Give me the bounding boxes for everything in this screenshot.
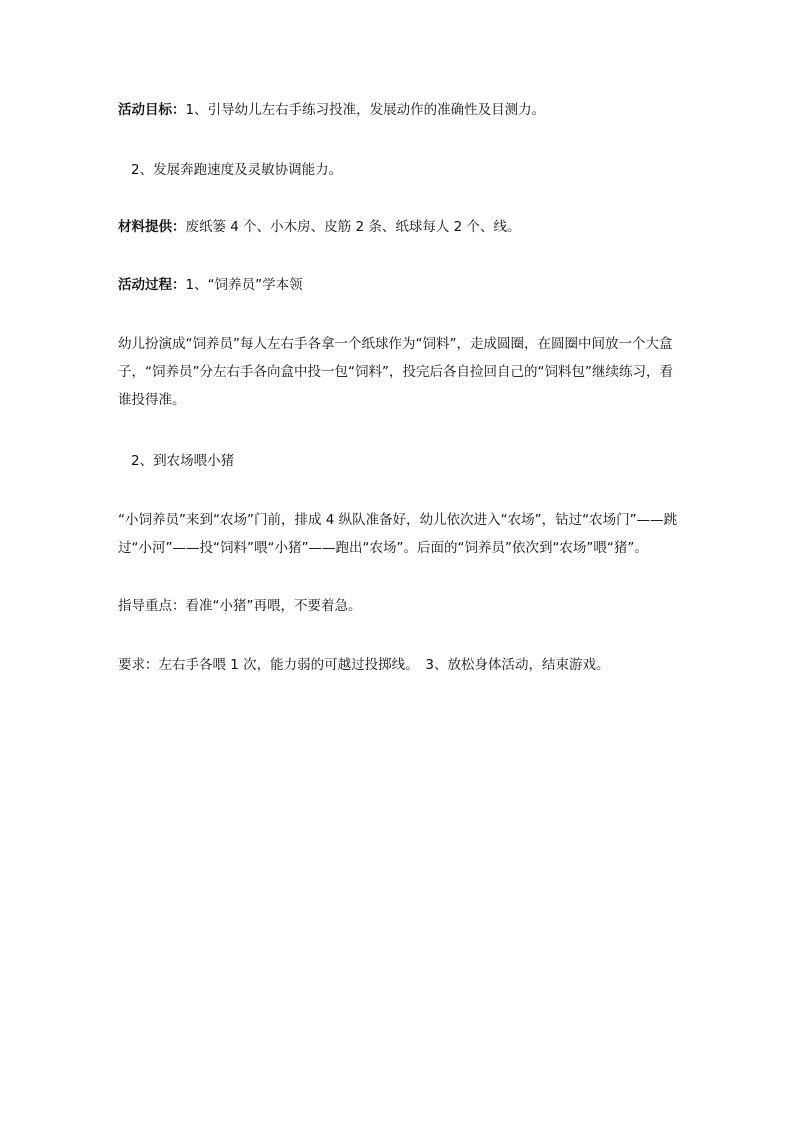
process-label: 活动过程： (118, 277, 186, 293)
process-paragraph (118, 271, 683, 299)
material-label: 材料提供： (118, 219, 186, 235)
guide-point: 指导重点：看准“小猪”再喂，不要着急。 (118, 598, 362, 614)
goal-item-2: 2、发展奔跑速度及灵敏协调能力。 (131, 162, 343, 178)
goal-label: 活动目标： (118, 102, 186, 118)
process-step-1-description: 幼儿扮演成“饲养员”每人左右手各拿一个纸球作为“饲料”，走成圆圈，在圆圈中间放一个大盒子，“饲养员”分左右手各向盒中投一包“饲料”，投完后各自捡回自己的“饲料包”继续练习，看谁投得准。 (118, 336, 673, 408)
process-step-1: 1、“饲养员”学本领 (185, 277, 303, 293)
material-paragraph (118, 213, 683, 241)
process-step-2: 2、到农场喂小猪 (131, 453, 235, 469)
goal-paragraph (118, 96, 683, 124)
requirement: 要求：左右手各喂 1 次，能力弱的可越过投掷线。 3、放松身体活动，结束游戏。 (118, 657, 610, 673)
process-step-2-description: “小饲养员”来到“农场”门前，排成 4 纵队准备好，幼儿依次进入“农场”，钻过“农场门”——跳过“小河”——投“饲料”喂“小猪”——跑出“农场”。后面的“饲养员”依次到“农场”喂“猪”。 (118, 512, 678, 556)
material-text: 废纸篓 4 个、小木房、皮筋 2 条、纸球每人 2 个、线。 (185, 219, 521, 235)
goal-item-1: 1、引导幼儿左右手练习投准，发展动作的准确性及目测力。 (185, 102, 546, 118)
